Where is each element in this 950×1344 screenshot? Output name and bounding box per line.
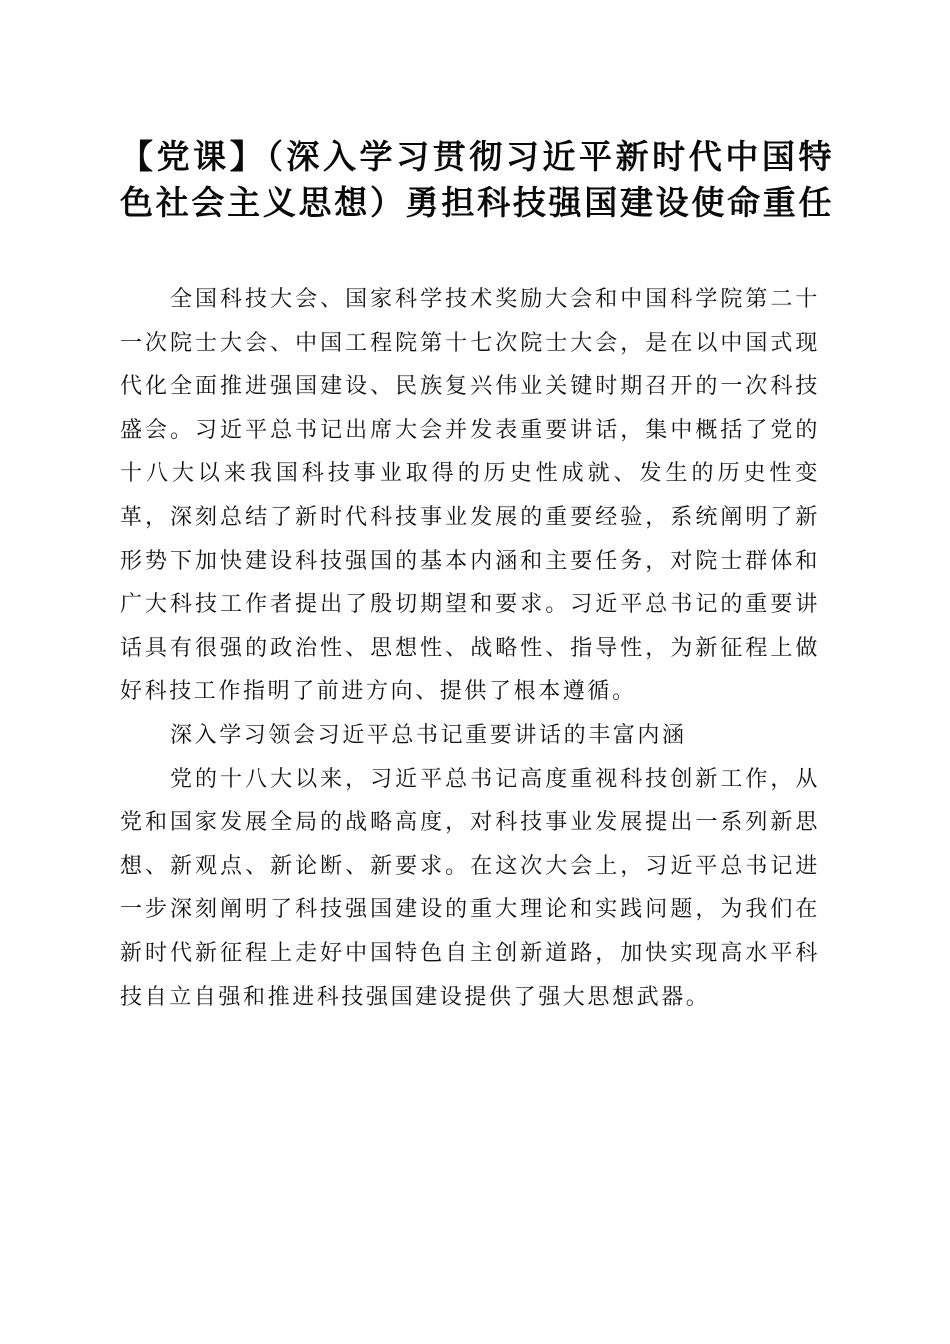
document-body — [120, 278, 820, 1019]
paragraph-section-1: 党的十八大以来，习近平总书记高度重视科技创新工作，从党和国家发展全局的战略高度，对科技事业发展提出一系列新思想、新观点、新论断、新要求。在这次大会上，习近平总书记进一步深刻阐明了科技强国建设的重大理论和实践问题，为我们在新时代新征程上走好中国特色自主创新道路，加快实现高水平科技自立自强和推进科技强国建设提供了强大思想武器。 — [120, 766, 820, 1010]
title-line-1: 【党课】（深入学习贯彻习近平新时代中国特 — [120, 137, 832, 176]
document-title — [120, 134, 832, 226]
title-line-2: 色社会主义思想）勇担科技强国建设使命重任 — [120, 183, 832, 222]
paragraph-intro: 全国科技大会、国家科学技术奖励大会和中国科学院第二十一次院士大会、中国工程院第十七次院士大会，是在以中国式现代化全面推进强国建设、民族复兴伟业关键时期召开的一次科技盛会。习近平总书记出席大会并发表重要讲话，集中概括了党的十八大以来我国科技事业取得的历史性成就、发生的历史性变革，深刻总结了新时代科技事业发展的重要经验，系统阐明了新形势下加快建设科技强国的基本内涵和主要任务，对院士群体和广大科技工作者提出了殷切期望和要求。习近平总书记的重要讲话具有很强的政治性、思想性、战略性、指导性，为新征程上做好科技工作指明了前进方向、提供了根本遵循。 — [120, 287, 820, 705]
section-heading: 深入学习领会习近平总书记重要讲话的丰富内涵 — [170, 722, 687, 748]
